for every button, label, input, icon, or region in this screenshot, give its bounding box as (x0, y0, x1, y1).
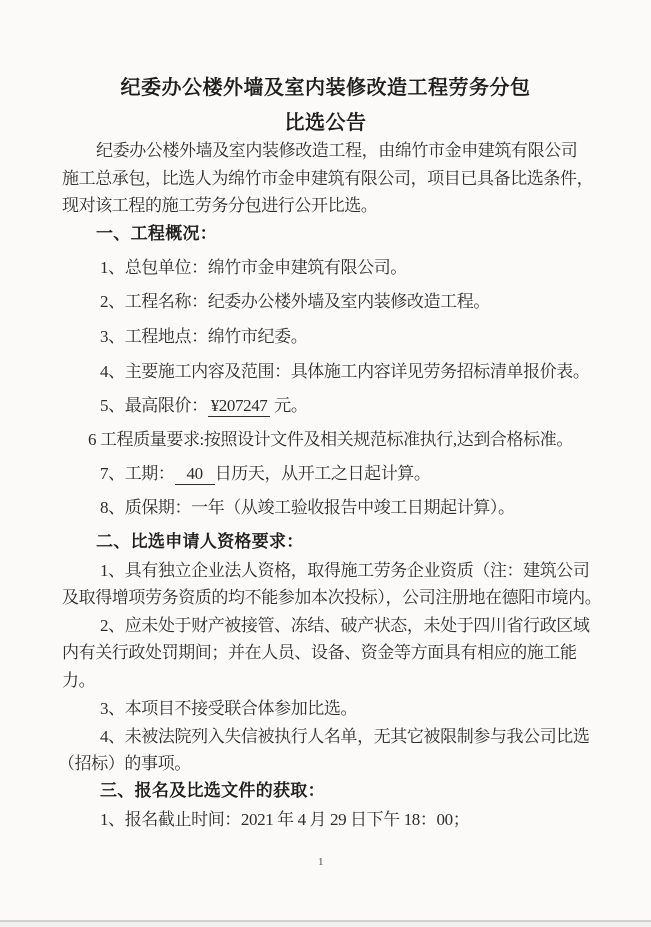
section1-item-3: 3、工程地点：绵竹市纪委。 (100, 327, 308, 346)
section3-item-1: 1、报名截止时间：2021 年 4 月 29 日下午 18：00； (100, 810, 470, 829)
section1-item-1: 1、总包单位：绵竹市金申建筑有限公司。 (100, 258, 407, 277)
section2-heading: 二、比选申请人资格要求： (96, 532, 304, 551)
duration-label: 7、工期： (100, 464, 175, 483)
duration-suffix: 日历天，从开工之日起计算。 (214, 464, 431, 483)
section1-item-8: 8、质保期：一年（从竣工验收报告中竣工日期起计算）。 (100, 498, 515, 517)
document-title-line2: 比选公告 (284, 112, 367, 134)
section1-item-7 (100, 464, 431, 484)
max-price-suffix: 元。 (270, 396, 308, 415)
section1-item-4: 4、主要施工内容及范围：具体施工内容详见劳务招标清单报价表。 (100, 362, 590, 381)
section1-item-5 (100, 396, 307, 416)
section2-item-2-line-2: 内有关行政处罚期间；并在人员、设备、资金等方面具有相应的施工能 (62, 643, 577, 662)
intro-line-3: 现对该工程的施工劳务分包进行公开比选。 (62, 196, 378, 215)
intro-line-2: 施工总承包，比选人为绵竹市金申建筑有限公司，项目已具备比选条件， (62, 169, 594, 188)
max-price-label: 5、最高限价： (100, 396, 208, 415)
section2-item-2-line-3: 力。 (62, 671, 96, 690)
max-price-value: ¥207247 (208, 396, 271, 417)
section2-item-4-line-2: （招标）的事项。 (58, 754, 191, 773)
section2-item-3: 3、本项目不接受联合体参加比选。 (100, 699, 358, 718)
page-number: 1 (318, 856, 324, 868)
section2-item-2-line-1: 2、应未处于财产被接管、冻结、破产状态，未处于四川省行政区域 (100, 616, 590, 635)
scan-bottom-edge-shadow (0, 922, 651, 927)
section2-item-1-line-2: 及取得增项劳务资质的均不能参加本次投标），公司注册地在德阳市境内。 (62, 588, 602, 607)
document-title-line1: 纪委办公楼外墙及室内装修改造工程劳务分包 (120, 77, 531, 99)
section1-item-6: 6 工程质量要求:按照设计文件及相关规范标准执行,达到合格标准。 (88, 430, 573, 449)
section1-heading: 一、工程概况： (96, 224, 218, 243)
intro-line-1: 纪委办公楼外墙及室内装修改造工程，由绵竹市金申建筑有限公司 (96, 141, 578, 160)
section1-item-2: 2、工程名称：纪委办公楼外墙及室内装修改造工程。 (100, 292, 490, 311)
section3-heading: 三、报名及比选文件的获取： (100, 781, 325, 800)
duration-value: 40 (175, 464, 215, 485)
section2-item-4-line-1: 4、未被法院列入失信被执行人名单，无其它被限制参与我公司比选 (100, 727, 590, 746)
section2-item-1-line-1: 1、具有独立企业法人资格，取得施工劳务企业资质（注：建筑公司 (100, 561, 590, 580)
